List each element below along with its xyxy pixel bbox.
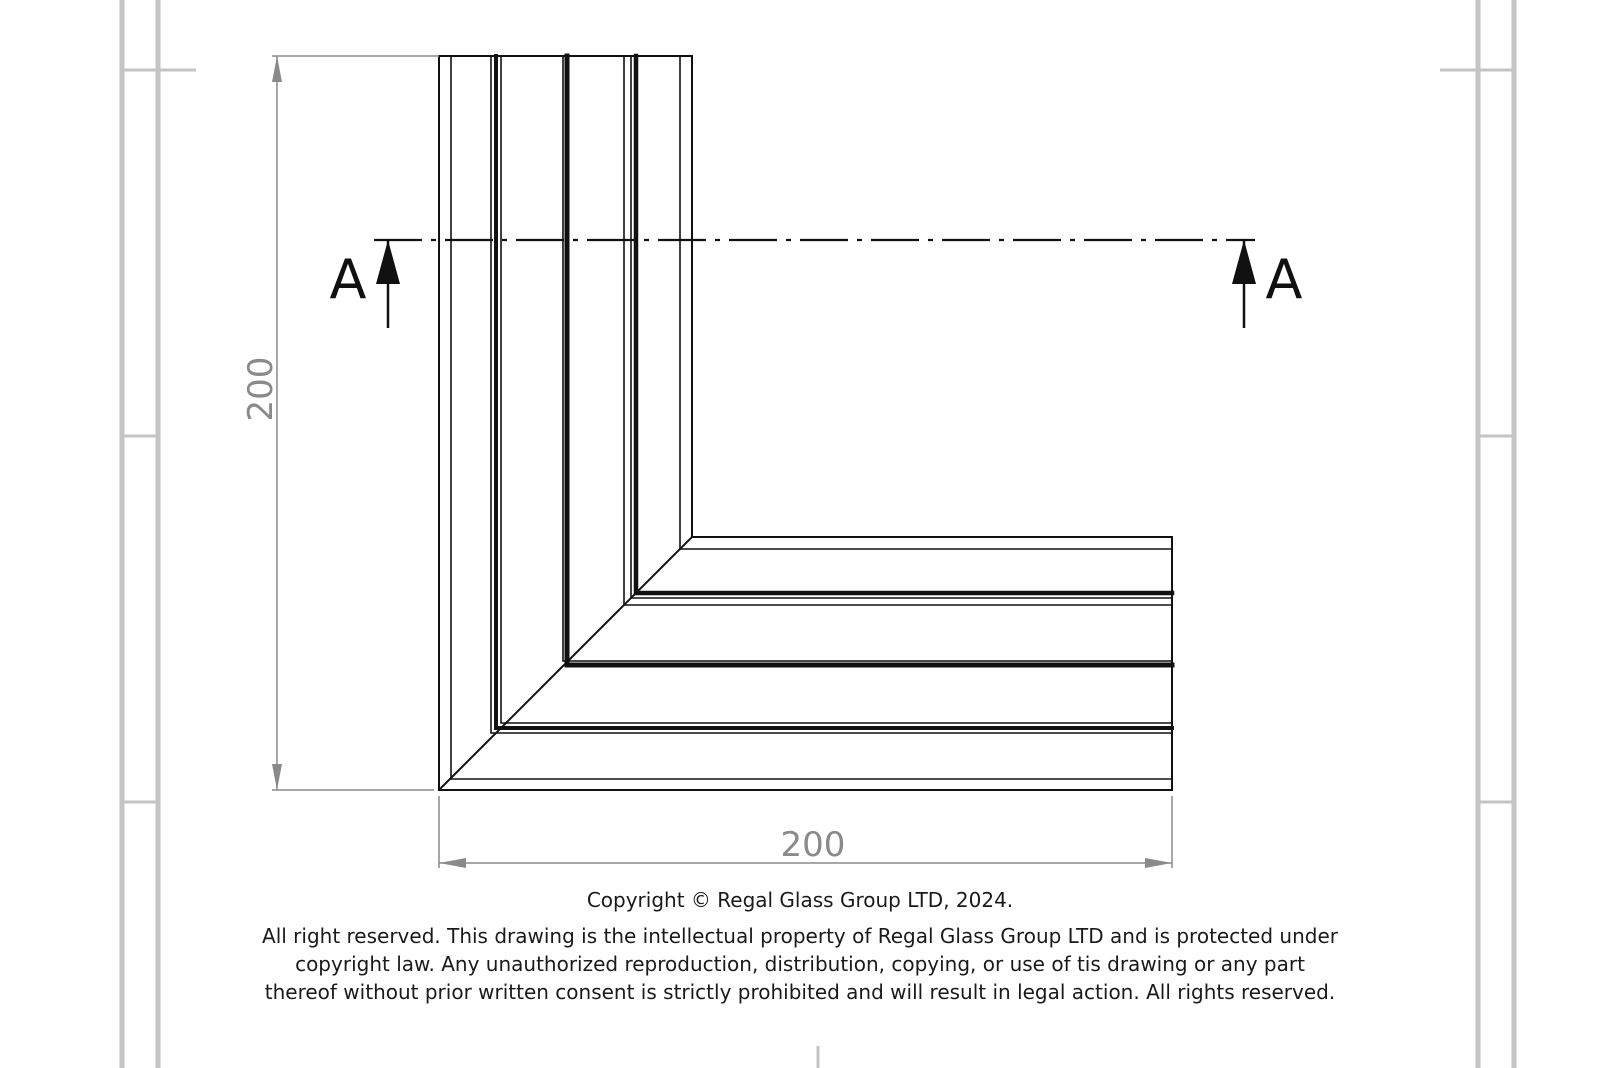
copyright-line: copyright law. Any unauthorized reproduction, distribution, copying, or use of tis drawing or any part: [295, 952, 1305, 976]
profile-contour-2: [491, 56, 1172, 733]
copyright-line: thereof without prior written consent is strictly prohibited and will result in legal action. All rights reserved.: [264, 980, 1336, 1004]
profile-contour-9: [636, 56, 1172, 593]
profile-contour-6: [567, 56, 1172, 665]
profile-contour-4: [501, 56, 1172, 723]
copyright-notice: [200, 922, 1400, 1006]
section-arrow-right-icon: [1232, 240, 1256, 284]
section-label-left: A: [329, 248, 367, 311]
dimension-horizontal: [439, 796, 1172, 868]
section-line-a-a: [330, 240, 1303, 328]
dimension-value-vertical: 200: [241, 356, 281, 422]
section-label-right: A: [1265, 248, 1303, 311]
dim-arrow-up-icon: [272, 56, 282, 82]
dimension-vertical: [241, 56, 439, 790]
profile-contour-3: [496, 56, 1172, 728]
corner-profile: [439, 56, 1172, 790]
section-arrow-left-icon: [376, 240, 400, 284]
profile-contour-10: [680, 56, 1172, 549]
dimension-value-horizontal: 200: [780, 825, 846, 865]
profile-contour-5: [563, 56, 1172, 661]
dim-arrow-down-icon: [272, 764, 282, 790]
profile-contour-7: [624, 56, 1172, 605]
copyright-title: Copyright © Regal Glass Group LTD, 2024.: [586, 888, 1014, 912]
dim-arrow-left-icon: [439, 858, 466, 868]
profile-contour-8: [631, 56, 1172, 598]
dim-arrow-right-icon: [1145, 858, 1172, 868]
copyright-line: All right reserved. This drawing is the intellectual property of Regal Glass Group LTD and is protected under: [262, 924, 1338, 948]
